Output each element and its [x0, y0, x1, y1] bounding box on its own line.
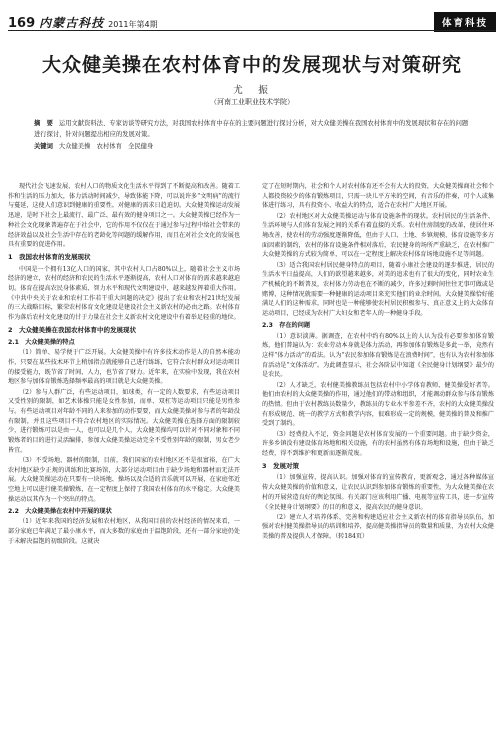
paragraph: （2）建立人才培养体系，完善和构建适应社会主义新农村的体育指导员队伍，加强对农村健美操指导员的培训和培养，提高健美操指导员的数量和质量，为农村大众健美操的普及提供人才保障。（转184页） [262, 513, 494, 541]
section-heading: 1 我国农村体育的发展现状 [8, 252, 91, 261]
page-header [0, 12, 504, 32]
keywords-text: 大众健美操 农村体育 全民健身 [58, 143, 154, 150]
paragraph: （1）加强宣传，提高认识。加强对体育的宣传教育，更新观念，通过各种媒体宣传大众健美操的价值和意义，让农民认识到参加体育锻炼的重要性，为大众健美操在农村的开展营造良好的舆论氛围。有关部门应该利用广播、电视等宣传工具，进一步宣传《全民健身计划纲要》的目的和意义，提高农民的健身意识。 [262, 474, 494, 511]
body-column-left [8, 182, 240, 547]
keywords-label: 关键词 [34, 143, 53, 150]
subsection-heading: 2.2 大众健美操在农村中开展的现状 [8, 507, 112, 515]
subsection-heading: 2.3 存在的问题 [262, 321, 311, 329]
header-left [8, 14, 158, 31]
section-heading: 3 发展对策 [262, 461, 300, 470]
author: 尤 振 [233, 85, 271, 96]
abstract-label: 摘 要 [34, 120, 53, 127]
paragraph: （1）简单、易学便于广泛开展。大众健美操中有许多技术动作是人的自然本能动作，只要在某些技术环节上稍加指点就能够自己进行练练，它符合农村群众对运动项目的接受能力，既节省了时间、人力，也节省了财力。近年来，在实验中发现，我在农村地区参与加体育锻炼选择频率最高的项目就是大众健美操。 [8, 349, 240, 386]
abstract-block [34, 118, 474, 152]
abstract-text: 运用文献资料法、专家访谈等研究方法，对我国农村体育中存在的主要问题进行探讨分析，对大众健美操在我国农村体育中的发展现状和存在的问题进行探讨，针对问题提出相应的发展对策。 [34, 120, 469, 138]
paragraph: （3）适合我国农村居民健身特点的项目，随着小康社会建设的逐步推进，居民的生活水平日益提高，人们的欲望越来越多，对美的追求也有了很大的变化，同时农业生产机械化的不断普及，农村体力劳动也在不断的减少，许多过剩时间往往无事可做或是赌博，这种情况就需要一种健康的运动项目来充实他们的业余时间。大众健美操恰好能满足人们的这种需求，同时也是一种能够使农村居民积极参与、真正意义上的大众体育运动项目，已经成为农村广大妇女和老年人的一种健身手段。 [262, 261, 494, 318]
paragraph: 定了在短时期内，社会和个人对农村体育还不会有大大的投资，大众健美操商社会和个人都投资较少的体育锻炼项目，只需一块儿平方米的空间，有音乐的伴奏，可个人或集体进行练习，具有投资小、收益大的特点，适合在农村广大地区开展。 [262, 183, 494, 210]
section-badge: 体育科技 [434, 12, 496, 32]
paragraph: （3）经费投入不足，资金问题是农村体育发展的一个重要问题。由于缺少资金，许多乡镇没有建设体育场地和相关设施，有的农村虽然有体育场地和设施，但由于缺乏经费，得不到维护和更新而逐渐荒废。 [262, 430, 494, 457]
paragraph: （2）人才缺乏。农村健美操教练员包括农村中小学体育教师、健美操爱好者等。他们由农村的大众健美操的作用，通过他们的带动和组织，才能调动群众参与体育锻炼的热情。但由于农村教练员数量少，教练员的专业水平参差不齐，农村的大众健美操没有形成规范、统一的教学方式和教学内容，很难形成一定的规模，健美操的普及和推广受到了制约。 [262, 381, 494, 428]
paragraph: （2）农村地区对大众健美操运动与体育设施条件的现状。农村居民的生活条件、生活环境与人们体育发展之间的关系有着直接的关系。农村住房制度的改革，使居住环境改善，使农村的劳动强度逐渐降低，但由于人口、土地、乡镇规模、体育设施等多方面因素的制约，农村的体育设施条件相对落后，农民健身的场所严重缺乏，在农村推广大众健美操的方式较为简单，可以在一定程度上解决农村体育场地设施不足等问题。 [262, 212, 494, 259]
body-column-right [262, 182, 494, 542]
journal-name: 内蒙古科技 [39, 16, 105, 30]
paragraph: （2）参与人群广泛，有些运动项目，如球类，有一定的人数要求，有些运动项目又受性别的限制，如艺术体操只能是女性参加，而单、双杠等运动项目只能是男性参与。有些运动项目对年龄不同的人来参加的动作要要，而大众健美操对参与者的年龄没有限制，并且这些项目不符合农村地区的实际情况。大众健美操在选择方面的限制较少，进行锻炼可以是由一人，也可以是几个人，大众健美操均可以针对不同对象和不同锻炼者的目的进行灵活编排，参加大众健美操运动完全不受性别年龄的限制，男女老少皆宜。 [8, 388, 240, 454]
article-title: 大众健美操在农村体育中的发展现状与对策研究 [41, 54, 462, 76]
keywords [34, 141, 474, 152]
paragraph: （1）意识淡薄。据调查，在农村中约有80%以上的人认为没有必要参加体育锻炼，他们普遍认为：农业劳动本身就是体力活动，再参加体育锻炼是多此一举，竟然有这样“体力活动”的看法。认为“农民参加体育锻炼是在浪费时间”，也有认为农村参加体育活动是“文体活动”。为此调查显示，社会各阶层中知道《全民健身计划纲要》最少的是农民。 [262, 332, 494, 379]
page-number: 169 [8, 16, 36, 31]
affiliation: （河南工业职业技术学院） [210, 98, 294, 106]
header-rule [8, 30, 496, 31]
paragraph: 中国是一个拥有13亿人口的国家，其中农村人口占80%以上，随着社会主义市场经济的建立，农村的经济和农民的生活水平逐渐提高，农村人口对体育的需求越来越迫切。体育在提高农民身体素质、智力水平和现代文明建设中，越来越发挥着重大作用。《中共中央关于农业和农村工作若干重大问题的决定》提出了农业和农村21世纪发展的三大战略目标，繁荣农村体育文化建设是建设社会主义新农村的必由之路。农村体育作为落后农村文化建设的甘于力量在社会主义新农村文化建设中有着举足轻重的地位。 [8, 265, 240, 322]
section-heading: 2 大众健美操在我国农村体育中的发展现状 [8, 325, 137, 334]
issue-label: 2011年第4期 [108, 20, 158, 29]
abstract [34, 118, 474, 140]
paragraph: （3）不受场地、器材的限制，目前，我们国家的农村地区还不是很富裕，在广大农村地区缺少正规的训练和比赛场馆，大部分运动项目由于缺少场地和器材而无法开展。大众健美操运动在只要有一块场地、操场以及合适的音乐就可以开展，在家庭邻近空地上可以进行健美操锻炼，在一定程度上保持了我国农村体育的水平稳定。大众健美操运动以其作为一个突出的特点。 [8, 456, 240, 503]
paragraph: 现代社会飞速发展，农村人口的物质文化生活水平得到了不断提高和改善。随着工作和生活的压力加大，体力活动时间减少，导致体能下降，可以说许多“文明病”的流行与蔓延，这使人们意识到健康的重要性。对健康的需求日趋迫切。大众健美操运动发展迅速，是时下社会上最流行、最广泛、最有效的健身项目之一。大众健美操已经作为一种社会文化现象普遍存在于社会中，它的作用不仅仅在于通过参与过程中给社会带来的经济效益以及社会生活中存在的老龄化等问题的缓解作用，而且在对社会文化的发展也具有重要的促进作用。 [8, 183, 240, 249]
paragraph: （1）近年来我国的经济发展和农村地区，从我国目前的农村经济的情况来看，一部分家庭已年满足了最小康水平，而大多数的家庭由于温饱阶段，还有一部分家庭仍处于未解决温饱的初级阶段。这就决 [8, 518, 240, 545]
subsection-heading: 2.1 大众健美操的特点 [8, 338, 75, 346]
